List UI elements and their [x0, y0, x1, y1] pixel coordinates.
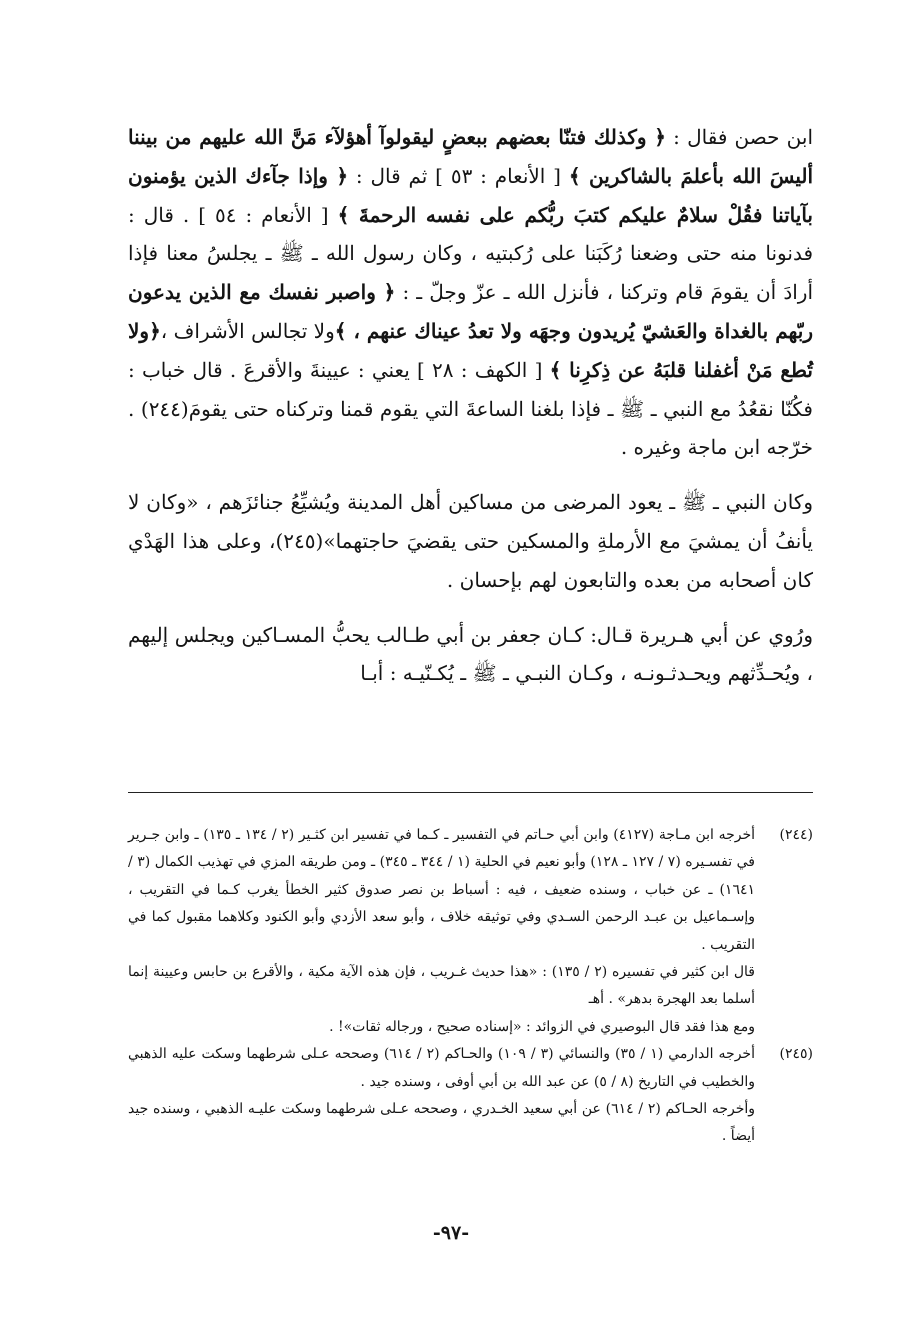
- text-segment: وكان النبي ـ ﷺ ـ يعود المرضى من مساكين أهل المدينة ويُشيِّعُ جنائزَهم ، «وكان لا يأنفُ أن يمشيَ مع الأرملةِ والمسكين حتى يقضيَ حاجتهما»(٢٤٥)، وعلى هذا الهَدْي كان أصحابه من بعده والتابعون لهم بإحسان .: [128, 490, 813, 592]
- footnote-number: (٢٤٤): [779, 827, 813, 843]
- text-segment: ورُوي عن أبي هـريرة قـال: كـان جعفر بن أبي طـالب يحبُّ المسـاكين ويجلس إليهم ، ويُحـدِّثهم ويحـدثـونـه ، وكـان النبـي ـ ﷺ ـ يُكـنّيـه : أبـا: [128, 622, 813, 686]
- footnote-line: أخرجه الدارمي (١ / ٣٥) والنسائي (٣ / ١٠٩) والحـاكم (٢ / ٦١٤) وصححه عـلى شرطهما وسكت عليه الذهبي والخطيب في التاريخ (٨ / ٥) عن عبد الله بن أبي أوفى ، وسنده جيد .: [128, 1046, 755, 1090]
- quran-quote: ﴿ واصبر نفسك مع الذين يدعون ربّهم بالغداة والعَشيّ يُريدون وجهَه ولا تعدُ عيناك عنهم ، ﴾: [128, 280, 813, 343]
- footnote-body: [128, 1041, 755, 1151]
- footnote-body: [128, 822, 755, 1041]
- text-segment: [ الأنعام : ٥٣ ] ثم قال :: [348, 163, 569, 188]
- text-segment: ابن حصن فقال :: [666, 125, 813, 149]
- text-segment: ولا تجالس الأشراف ،: [160, 318, 335, 343]
- text-segment: [ الأنعام : ٥٤ ] . قال : فدنونا منه حتى وضعنا رُكَبَنا على رُكبتيه ، وكان رسول الله ـ ﷺ ـ يجلسُ معنا فإذا أرادَ أن يقومَ قام وتركنا ، فأنزل الله ـ عزّ وجلّ ـ :: [128, 202, 814, 305]
- quran-quote: ﴿ وإذا جآءك الذين يؤمنون بآياتنا فقُلْ سلامٌ عليكم كتبَ ربُّكم على نفسه الرحمةَ ﴾: [128, 163, 814, 227]
- footnote-line: قال ابن كثير في تفسيره (٢ / ١٣٥) : «هذا حديث غـريب ، فإن هذه الآية مكية ، والأقرع بن حابس وعيينة إنما أسلما بعد الهجرة بدهر» . أهـ: [128, 964, 755, 1008]
- quran-quote: ﴿ولا تُطع مَنْ أغفلنا قلبَهُ عن ذِكرِنا ﴾: [128, 318, 813, 382]
- footnote-line: أخرجه ابن مـاجة (٤١٢٧) وابن أبي حـاتم في التفسير ـ كـما في تفسير ابن كثـير (٢ / ١٣٤ ـ ١٣٥) ـ وابن جـرير في تفسـيره (٧ / ١٢٧ ـ ١٢٨) وأبو نعيم في الحلية (١ / ٣٤٤ ـ ٣٤٥) ـ ومن طريقه المزي في تهذيب الكمال (٣ / ١٦٤١) ـ عن خباب ، وسنده ضعيف ، فيه : أسباط بن نصر صدوق كثير الخطأ يغرب كـما في التقريب ، وإسـماعيل بن عبـد الرحمن السـدي وفي توثيقه خلاف ، وأبو سعد الأزدي وأبو الكنود وكلاهما مقبول كما في التقريب .: [128, 827, 755, 953]
- footnote-line: ومع هذا فقد قال البوصيري في الزوائد : «إسناده صحيح ، ورجاله ثقات»! .: [329, 1018, 755, 1035]
- main-text: [128, 118, 813, 693]
- text-segment: [ الكهف : ٢٨ ] يعني : عيينةَ والأقرعَ . قال خباب : فكُنّا نقعُدُ مع النبي ـ ﷺ ـ فإذا بلغنا الساعةَ التي يقوم قمنا وتركناه حتى يقومَ(٢٤٤) . خرّجه ابن ماجة وغيره .: [128, 357, 813, 460]
- footnote-divider: [128, 792, 813, 793]
- paragraph-3: [128, 616, 813, 694]
- page-number: -٩٧-: [432, 1222, 470, 1244]
- paragraph-1: [128, 118, 813, 467]
- footnote-245: [128, 1041, 813, 1151]
- paragraph-2: [128, 483, 813, 599]
- footnote-number: (٢٤٥): [779, 1046, 813, 1063]
- quran-quote: ﴿ وكذلك فتنّا بعضهم ببعضٍ ليقولوآ أهؤلآء مَنَّ الله عليهم من بيننا أليسَ الله بأعلمَ بالشاكرين ﴾: [128, 125, 814, 188]
- footnotes: [128, 822, 813, 1151]
- footnote-244: [128, 822, 813, 1041]
- footnote-line: وأخرجه الحـاكم (٢ / ٦١٤) عن أبي سعيد الخـدري ، وصححه عـلى شرطهما وسكت عليـه الذهبي ، وسنده جيد أيضاً .: [128, 1101, 756, 1145]
